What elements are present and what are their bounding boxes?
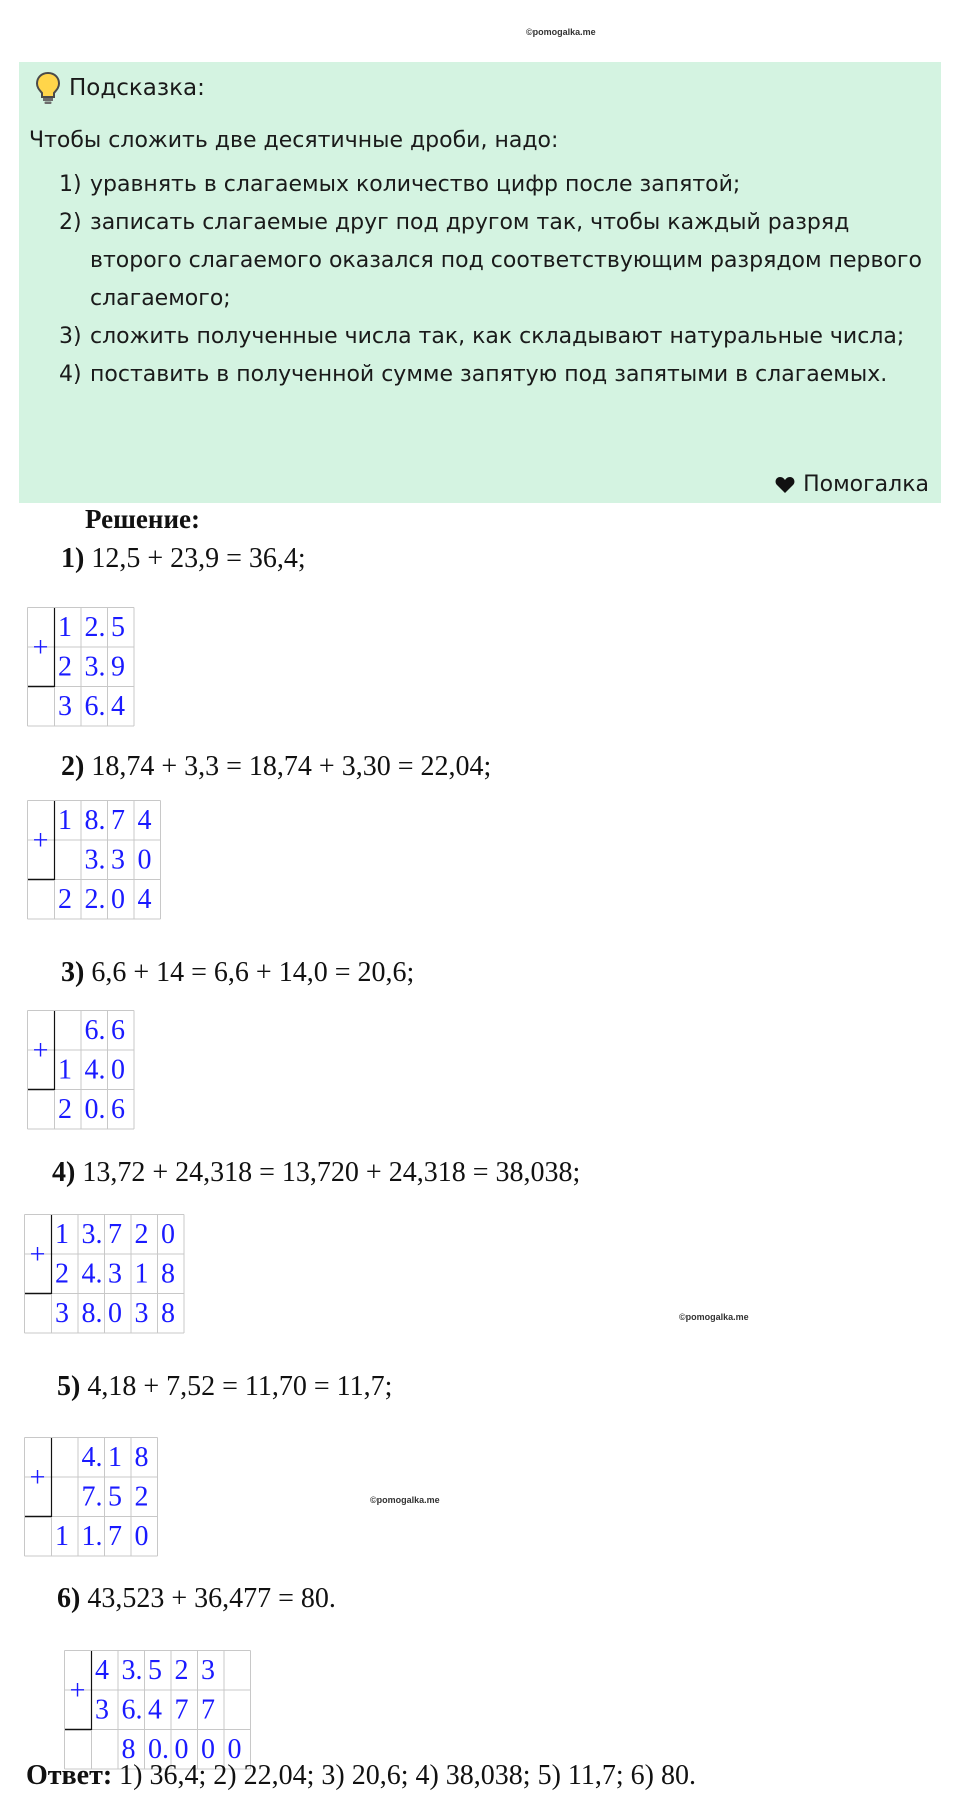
digit-cell: 7 — [111, 805, 125, 836]
digit-cell: 2 — [134, 1481, 149, 1513]
digit-cell: 6. — [84, 1015, 106, 1046]
digit-cell: 0 — [174, 1734, 189, 1765]
digit-cell: 4. — [81, 1442, 103, 1473]
digit-cell: 0 — [111, 884, 125, 915]
digit-cell: 4 — [137, 884, 152, 915]
digit-cell: 0 — [227, 1734, 242, 1765]
column-addition-4 — [24, 1214, 186, 1335]
heart-icon — [775, 476, 795, 494]
digit-cell: 6. — [84, 691, 106, 722]
hint-steps — [59, 166, 929, 394]
column-addition-5 — [24, 1437, 159, 1558]
plus-sign: + — [69, 1675, 86, 1707]
digit-cell: 7 — [201, 1694, 215, 1726]
watermark-top: ©pomogalka.me — [526, 27, 596, 37]
digit-cell: 8 — [134, 1442, 149, 1473]
example-1: 1) 12,5 + 23,9 = 36,4; — [61, 543, 306, 574]
answer-line: Ответ: 1) 36,4; 2) 22,04; 3) 20,6; 4) 38,038; 5) 11,7; 6) 80. — [26, 1760, 696, 1791]
watermark-middle: ©pomogalka.me — [679, 1312, 749, 1322]
hint-box — [19, 62, 941, 503]
digit-cell: 6. — [121, 1694, 143, 1726]
example-5: 5) 4,18 + 7,52 = 11,70 = 11,7; — [57, 1371, 393, 1402]
column-addition-2 — [27, 800, 162, 921]
digit-cell: 2 — [58, 1094, 72, 1125]
digit-cell: 2. — [84, 612, 106, 643]
column-addition-6 — [64, 1650, 252, 1771]
example-3: 3) 6,6 + 14 = 6,6 + 14,0 = 20,6; — [61, 957, 415, 988]
digit-cell: 2 — [134, 1219, 149, 1250]
brand-label: Помогалка — [803, 472, 929, 497]
plus-sign: + — [32, 1035, 49, 1067]
column-addition-1 — [27, 607, 136, 728]
hint-brand — [775, 472, 929, 497]
digit-cell: 3 — [108, 1258, 122, 1290]
digit-cell: 7 — [108, 1219, 122, 1250]
digit-cell: 4. — [84, 1054, 106, 1086]
digit-cell: 2 — [58, 884, 72, 915]
digit-cell: 2. — [84, 884, 106, 915]
plus-sign: + — [32, 825, 49, 857]
digit-cell: 8 — [161, 1298, 175, 1329]
plus-sign: + — [29, 1239, 46, 1271]
example-6: 6) 43,523 + 36,477 = 80. — [57, 1583, 336, 1614]
digit-cell: 1 — [58, 612, 72, 643]
hint-header — [35, 72, 205, 104]
digit-cell: 3. — [84, 651, 106, 683]
hint-step: 4) поставить в полученной сумме запятую под запятыми в слагаемых. — [59, 362, 888, 387]
digit-cell: 0 — [201, 1734, 215, 1765]
column-addition-3 — [27, 1010, 136, 1131]
digit-cell: 0. — [148, 1734, 169, 1765]
plus-sign: + — [32, 632, 49, 664]
digit-cell: 5 — [108, 1481, 122, 1513]
digit-cell: 2 — [58, 651, 72, 683]
digit-cell: 0 — [108, 1298, 122, 1329]
example-4: 4) 13,72 + 24,318 = 13,720 + 24,318 = 38,038; — [52, 1157, 581, 1188]
digit-cell: 3. — [121, 1655, 143, 1686]
digit-cell: 1 — [55, 1219, 69, 1250]
digit-cell: 8. — [81, 1298, 103, 1329]
digit-cell: 0 — [111, 1054, 125, 1086]
hint-step: 2) записать слагаемые друг под другом так, чтобы каждый разряд второго слагаемого оказался под соответствующим разрядом первого слагаемого; — [59, 210, 922, 311]
digit-cell: 3 — [58, 691, 72, 722]
digit-cell: 1 — [55, 1521, 69, 1552]
digit-cell: 4 — [148, 1694, 162, 1726]
digit-cell: 4 — [111, 691, 125, 722]
digit-cell: 0 — [134, 1521, 149, 1552]
hint-title: Подсказка: — [69, 75, 205, 101]
digit-cell: 2 — [55, 1258, 69, 1290]
digit-cell: 2 — [174, 1655, 189, 1686]
digit-cell: 7 — [174, 1694, 189, 1726]
digit-cell: 4 — [95, 1655, 109, 1686]
digit-cell: 1 — [58, 1054, 72, 1086]
digit-cell: 4 — [137, 805, 152, 836]
solution-title: Решение: — [85, 504, 200, 534]
digit-cell: 8 — [161, 1258, 175, 1290]
digit-cell: 4. — [81, 1258, 103, 1290]
digit-cell: 6 — [111, 1094, 125, 1125]
digit-cell: 0 — [161, 1219, 175, 1250]
digit-cell: 7 — [108, 1521, 122, 1552]
plus-sign: + — [29, 1462, 46, 1494]
digit-cell: 5 — [111, 612, 125, 643]
digit-cell: 3 — [201, 1655, 215, 1686]
digit-cell: 1 — [108, 1442, 122, 1473]
lightbulb-icon — [35, 71, 61, 105]
digit-cell: 1. — [81, 1521, 103, 1552]
digit-cell: 3 — [134, 1298, 149, 1329]
digit-cell: 1 — [134, 1258, 149, 1290]
digit-cell: 3 — [55, 1298, 69, 1329]
digit-cell: 5 — [148, 1655, 162, 1686]
digit-cell: 9 — [111, 651, 125, 683]
digit-cell: 8 — [121, 1734, 136, 1765]
hint-intro: Чтобы сложить две десятичные дроби, надо: — [29, 128, 559, 153]
digit-cell: 3 — [95, 1694, 109, 1726]
digit-cell: 7. — [81, 1481, 103, 1513]
digit-cell: 3. — [81, 1219, 103, 1250]
hint-step: 1) уравнять в слагаемых количество цифр после запятой; — [59, 172, 741, 197]
digit-cell: 8. — [84, 805, 106, 836]
hint-step: 3) сложить полученные числа так, как складывают натуральные числа; — [59, 324, 905, 349]
digit-cell: 3. — [84, 844, 106, 876]
example-2: 2) 18,74 + 3,3 = 18,74 + 3,30 = 22,04; — [61, 751, 492, 782]
digit-cell: 0 — [137, 844, 152, 876]
watermark-lower: ©pomogalka.me — [370, 1495, 440, 1505]
digit-cell: 0. — [84, 1094, 106, 1125]
digit-cell: 1 — [58, 805, 72, 836]
digit-cell: 6 — [111, 1015, 125, 1046]
digit-cell: 3 — [111, 844, 125, 876]
